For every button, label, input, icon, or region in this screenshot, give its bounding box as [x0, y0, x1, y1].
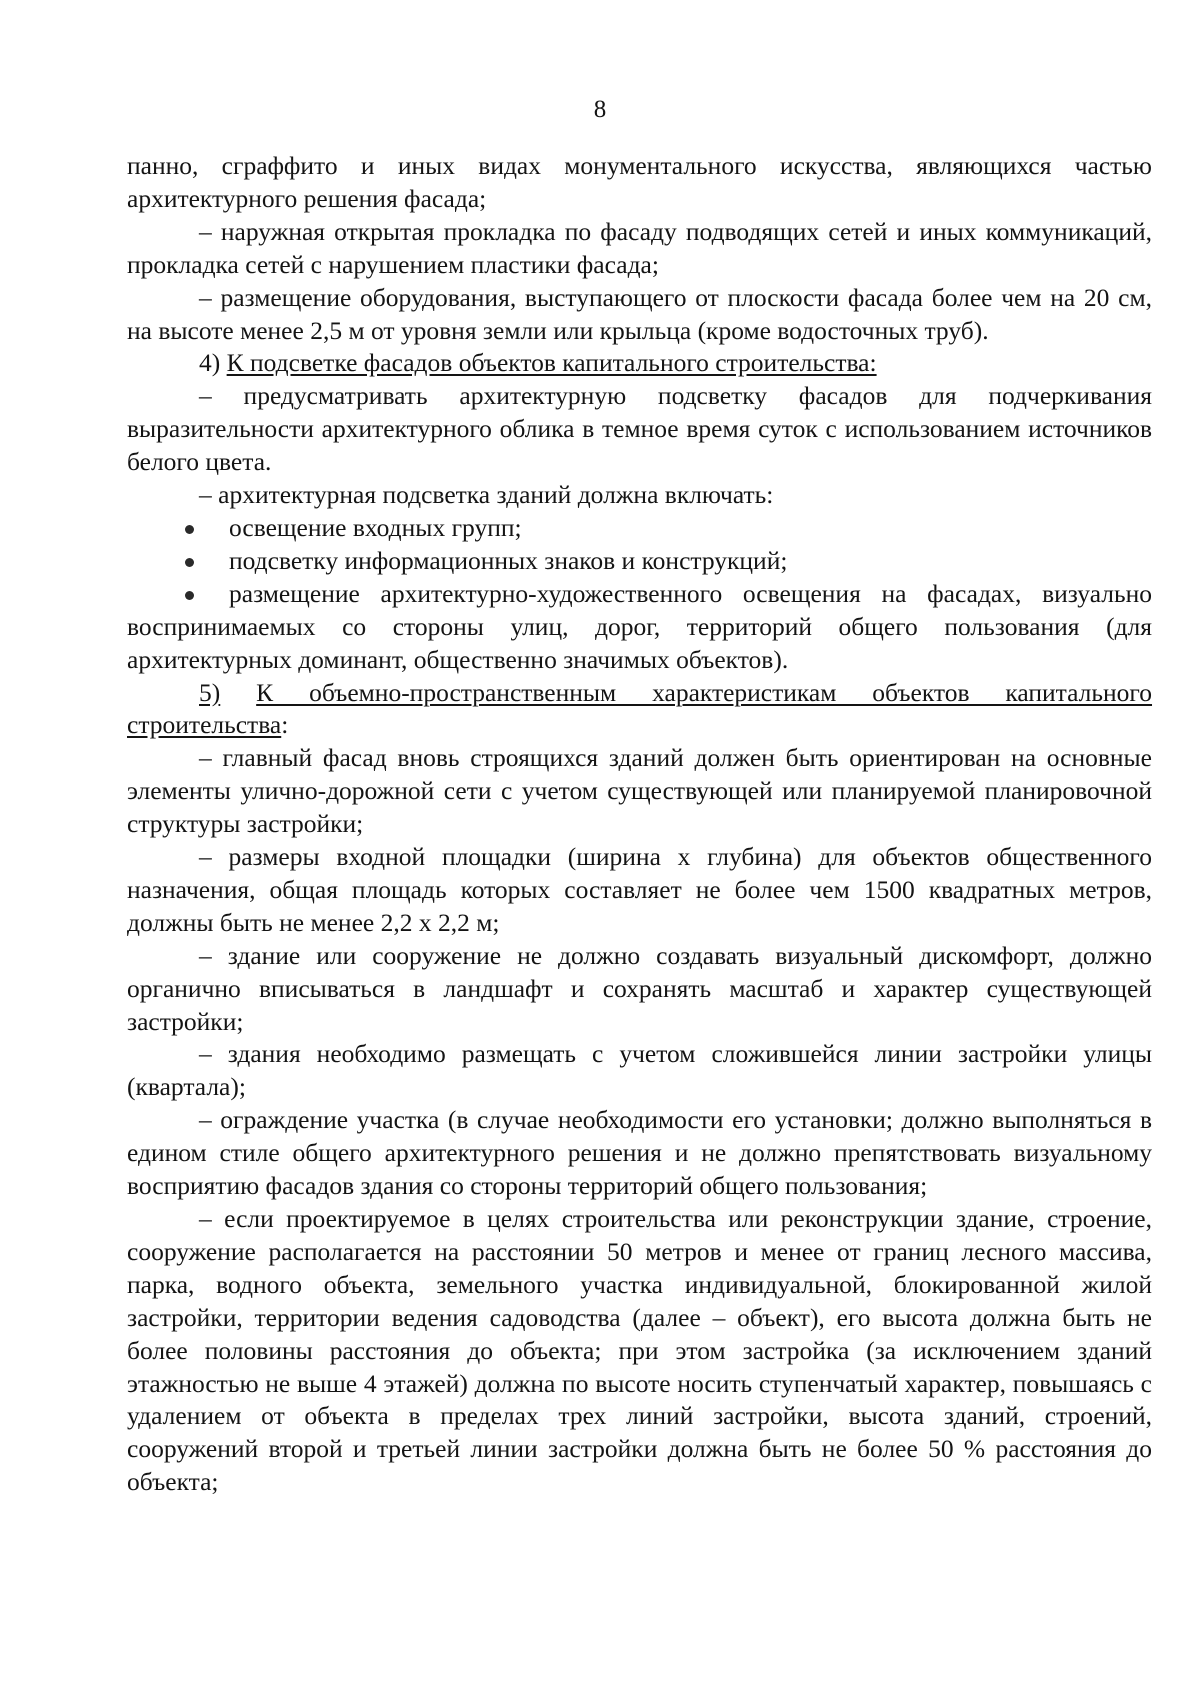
- section-number-4: 4): [199, 348, 221, 378]
- section-number-5: 5): [199, 677, 221, 707]
- page-number: 8: [593, 96, 607, 123]
- paragraph-lighting-provision: – предусматривать архитектурную подсветку фасадов для подчеркивания выразительности архитектурного облика в темное время суток с использованием источников белого цвета.: [127, 381, 1152, 477]
- bullet-icon: [185, 591, 194, 600]
- paragraph-building-line: – здания необходимо размещать с учетом сложившейся линии застройки улицы (квартала);: [127, 1039, 1152, 1102]
- paragraph-visual-comfort: – здание или сооружение не должно создавать визуальный дискомфорт, должно органично вписываться в ландшафт и сохранять масштаб и характер существующей застройки;: [127, 940, 1152, 1036]
- paragraph-entrance-area: – размеры входной площадки (ширина х глубина) для объектов общественного назначения, общая площадь которых составляет не более чем 1500 квадратных метров, должны быть не менее 2,2 х 2,2 м;: [127, 842, 1152, 937]
- paragraph-height-limits: – если проектируемое в целях строительства или реконструкции здание, строение, сооружение располагается на расстоянии 50 метров и менее от границ лесного массива, парка, водного объекта, земельного участка индивидуальной, блокированной жилой застройки, территории ведения садоводства (далее – объект), его высота должна быть не более половины расстояния до объекта; при этом застройка (за исключением зданий этажностью не выше 4 этажей) должна по высоте носить ступенчатый характер, повышаясь с удалением от объекта в пределах трех линий застройки, высота зданий, строений, сооружений второй и третьей линии застройки должна быть не более 50 % расстояния до объекта;: [127, 1204, 1152, 1497]
- section-title-4: К подсветке фасадов объектов капитального строительства:: [226, 348, 877, 378]
- bullet-icon: [185, 525, 194, 534]
- bullet-item: [127, 512, 1152, 545]
- bullet-text: подсветку информационных знаков и конструкций;: [229, 545, 788, 575]
- paragraph-fencing: – ограждение участка (в случае необходимости его установки; должно выполняться в едином стиле общего архитектурного решения и не должно препятствовать визуальному восприятию фасадов здания со стороны территорий общего пользования;: [127, 1105, 1152, 1201]
- bullet-text: освещение входных групп;: [229, 512, 522, 542]
- paragraph-external-networks: – наружная открытая прокладка по фасаду подводящих сетей и иных коммуникаций, прокладка сетей с нарушением пластики фасада;: [127, 216, 1152, 279]
- paragraph-main-facade: – главный фасад вновь строящихся зданий должен быть ориентирован на основные элементы улично-дорожной сети с учетом существующей или планируемой планировочной структуры застройки;: [127, 743, 1152, 839]
- section-heading-4: [127, 347, 1152, 380]
- bullet-item: [127, 578, 1152, 677]
- section-heading-5: [127, 677, 1152, 743]
- document-body: [127, 150, 1152, 1499]
- bullet-icon: [185, 558, 194, 567]
- paragraph-continuation: панно, сграффито и иных видах монументального искусства, являющихся частью архитектурного решения фасада;: [127, 151, 1152, 213]
- bullet-item: [127, 545, 1152, 578]
- section-title-5: К объемно-пространственным характеристикам объектов капитального строительства: [127, 677, 1153, 740]
- paragraph-equipment-placement: – размещение оборудования, выступающего от плоскости фасада более чем на 20 см, на высоте менее 2,5 м от уровня земли или крыльца (кроме водосточных труб).: [127, 282, 1152, 345]
- section-title-5-colon: :: [281, 710, 289, 740]
- bullet-text: размещение архитектурно-художественного освещения на фасадах, визуально воспринимаемых со стороны улиц, дорог, территорий общего пользования (для архитектурных доминант, общественно значимых объектов).: [127, 578, 1152, 674]
- paragraph-lighting-includes: – архитектурная подсветка зданий должна включать:: [199, 480, 774, 510]
